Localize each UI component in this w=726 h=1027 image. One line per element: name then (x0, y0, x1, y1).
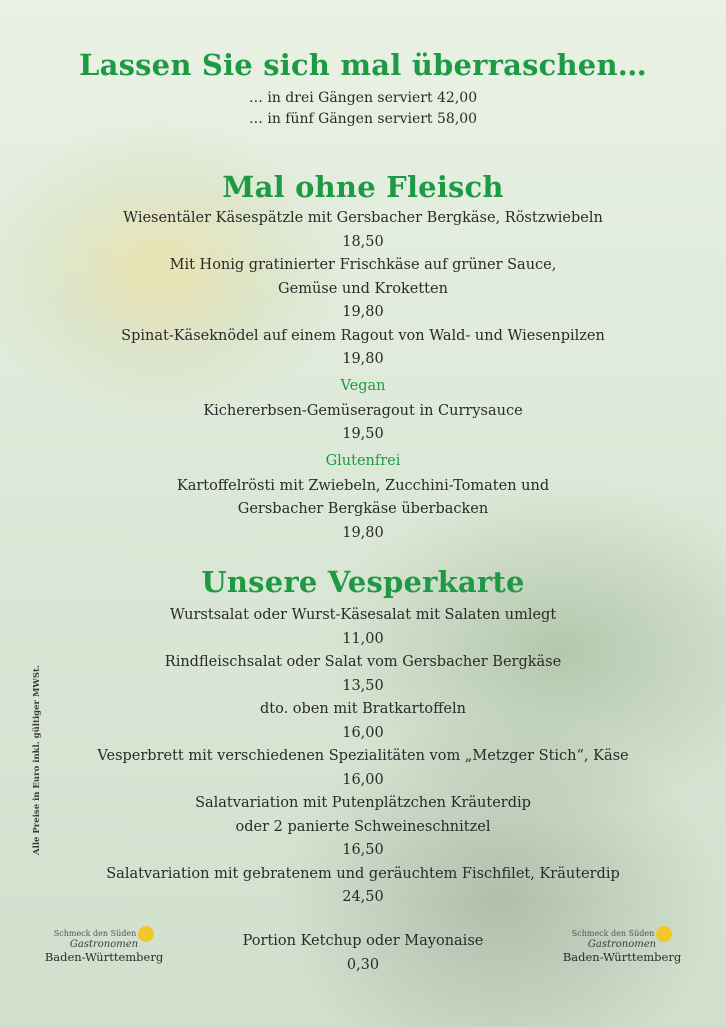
menu-item-price: 16,50 (342, 842, 384, 858)
menu-item-line: Kartoffelrösti mit Zwiebeln, Zucchini-Tomaten und (176, 477, 550, 494)
logo-top-text: Schmeck den Süden (562, 926, 682, 942)
menu-item-line: Salatvariation mit Putenplätzchen Kräuterdip (195, 795, 531, 811)
menu-item-price: 16,00 (342, 724, 384, 741)
menu-item-price: 11,00 (342, 630, 384, 647)
menu-item-price: 0,30 (346, 956, 380, 973)
menu-item-price: 18,50 (342, 233, 384, 250)
vesper-heading (0, 565, 726, 599)
menu-item-price: 19,80 (342, 351, 384, 367)
menu-item-line: Mit Honig gratinierter Frischkäse auf grüner Sauce, (169, 257, 557, 273)
menu-item-line: Kichererbsen-Gemüseragout in Currysauce (203, 402, 523, 419)
menu-item-line: dto. oben mit Bratkartoffeln (259, 701, 466, 717)
logo-bottom-text: Baden-Württemberg (44, 950, 164, 964)
menu-item-price: 19,80 (342, 524, 384, 541)
menu-item-line: Rindfleischsalat oder Salat vom Gersbacher Bergkäse (164, 654, 562, 670)
price-note: Alle Preise in Euro inkl. gültiger MWSt. (32, 665, 42, 855)
menu-item-price: 19,50 (342, 426, 384, 442)
logo-mid-text: Gastronomen (587, 939, 657, 950)
vegetarian-heading (0, 170, 726, 204)
vegetarian-list (0, 207, 726, 545)
menu-item-line: Salatvariation mit gebratenem und geräuchtem Fischfilet, Kräuterdip (106, 865, 620, 882)
logo-top-text: Schmeck den Süden (44, 926, 164, 942)
surprise-section (0, 48, 726, 82)
menu-item-line: Wurstsalat oder Wurst-Käsesalat mit Salaten umlegt (169, 607, 557, 623)
vegetarian-title: Mal ohne Fleisch (222, 170, 504, 204)
vesper-title: Unsere Vesperkarte (201, 565, 525, 599)
surprise-option-three: … in drei Gängen serviert 42,00 (248, 90, 478, 106)
menu-item-line: oder 2 panierte Schweineschnitzel (235, 818, 491, 835)
menu-item-line: Gersbacher Bergkäse überbacken (237, 501, 489, 517)
menu-item-price: 16,00 (342, 771, 384, 788)
surprise-title: Lassen Sie sich mal überraschen… (79, 48, 647, 82)
sun-icon (656, 926, 672, 942)
surprise-options (0, 88, 726, 130)
menu-item-price: 24,50 (342, 889, 384, 905)
menu-item-price: 19,80 (342, 304, 384, 320)
glutenfree-subtitle: Glutenfrei (325, 452, 401, 469)
vesper-list (0, 604, 726, 910)
vegan-subtitle: Vegan (340, 377, 386, 394)
menu-item-line: Spinat-Käseknödel auf einem Ragout von Wald- und Wiesenpilzen (121, 327, 605, 344)
menu-item-line: Gemüse und Kroketten (278, 280, 448, 297)
logo-right (562, 926, 682, 964)
menu-item-line: Portion Ketchup oder Mayonaise (242, 933, 484, 949)
surprise-option-five: … in fünf Gängen serviert 58,00 (248, 111, 478, 127)
logo-mid-text: Gastronomen (69, 939, 139, 950)
menu-item-line: Wiesentäler Käsespätzle mit Gersbacher Bergkäse, Röstzwiebeln (123, 210, 603, 226)
menu-item-line: Vesperbrett mit verschiedenen Spezialitäten vom „Metzger Stich“, Käse (97, 748, 629, 764)
sun-icon (138, 926, 154, 942)
menu-item-price: 13,50 (342, 677, 384, 694)
logo-bottom-text: Baden-Württemberg (562, 950, 682, 964)
logo-left (44, 926, 164, 964)
